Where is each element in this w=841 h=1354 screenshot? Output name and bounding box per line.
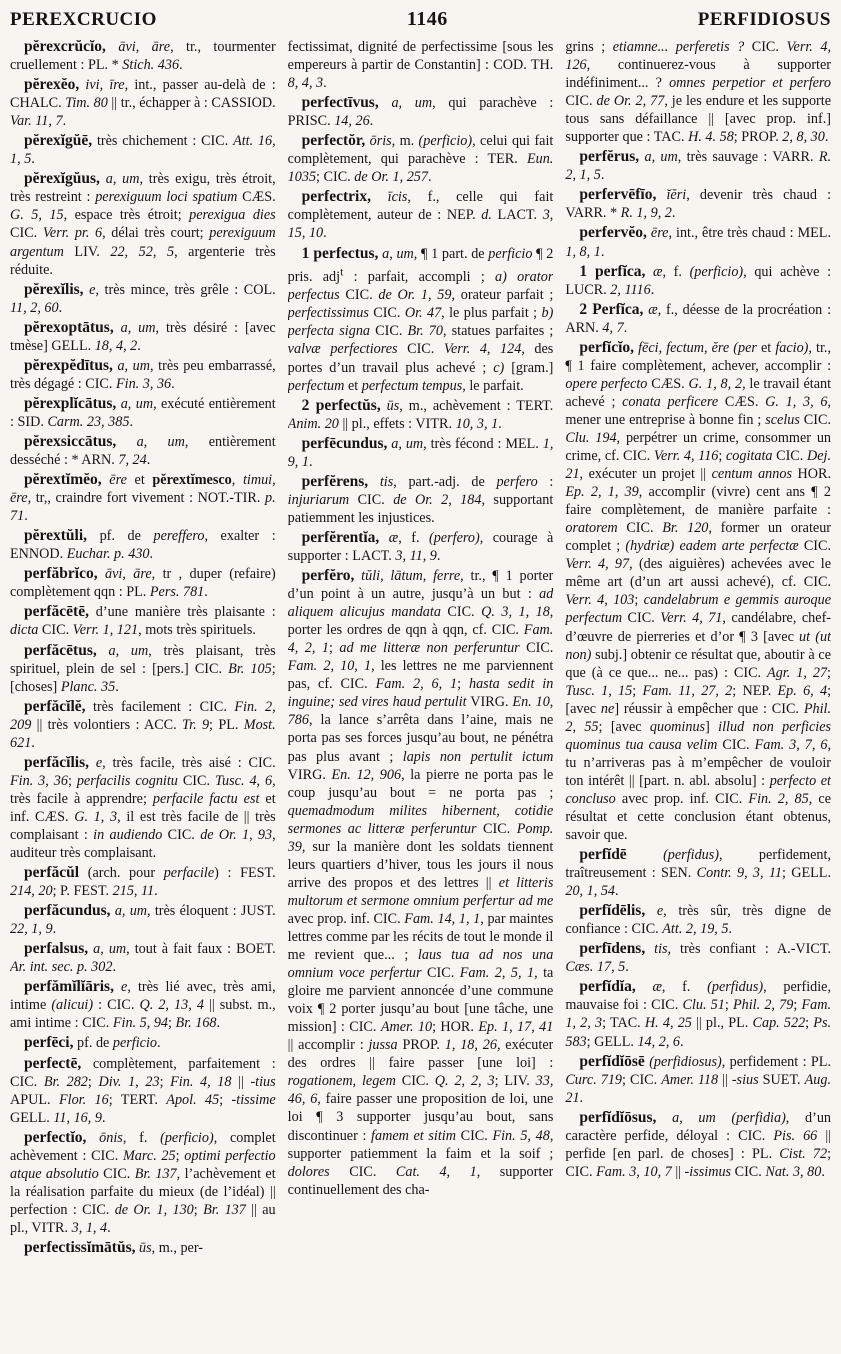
entry-definition: a, um, exécuté entièrement : SID. Carm. 23, 385. (10, 395, 276, 430)
entry-definition: a, um, très désiré : [avec tmèse] GELL. 18, 4, 2. (10, 319, 276, 354)
entry-headword: perfăcundus, (24, 902, 111, 920)
entry-headword: pĕrexcrŭcĭo, (24, 38, 106, 55)
dictionary-entry (565, 978, 831, 1050)
dictionary-entry (288, 473, 554, 527)
dictionary-entry (565, 902, 831, 938)
column-3 (565, 38, 831, 1348)
entry-headword: 1 perfĭca, (579, 262, 646, 280)
entry-definition: tis, part.-adj. de perfero : injuriarum CIC. de Or. 2, 184, supportant patiemment les injustices. (287, 473, 554, 526)
entry-headword: perfĕrens, (301, 472, 369, 490)
entry-headword: perfervēfīo, (579, 186, 657, 204)
entry-headword: perfēcundus, (301, 434, 388, 452)
entry-headword: perfectĭo, (24, 1128, 87, 1146)
entry-headword: perfĕro, (301, 567, 355, 585)
entry-headword: perfervĕo, (579, 224, 647, 242)
entry-definition: très chichement : CIC. Att. 16, 1, 5. (10, 133, 276, 168)
entry-headword: perfĕrentĭa, (301, 528, 380, 546)
dictionary-entry (10, 1239, 276, 1257)
dictionary-entry (565, 263, 831, 299)
dictionary-entry (288, 188, 554, 242)
dictionary-entry (288, 567, 554, 1199)
entry-definition: ūs, m., per- (139, 1240, 203, 1256)
dictionary-entry (10, 170, 276, 278)
entry-definition: æ, f. (perficio), qui achève : LUCR. 2, 1116. (565, 263, 831, 298)
entry-definition: très facilement : CIC. Fin. 2, 209 || très volontiers : ACC. Tr. 9; PL. Most. 621. (10, 698, 276, 751)
dictionary-entry (565, 186, 831, 222)
dictionary-entry (10, 940, 276, 976)
dictionary-entry (10, 565, 276, 601)
dictionary-entry (565, 339, 831, 844)
entry-headword: perfĭdĭa, (579, 978, 636, 996)
dictionary-entry (288, 38, 554, 92)
entry-headword: perfăcŭl (24, 864, 80, 882)
entry-headword: perfīdens, (579, 940, 646, 958)
entry-headword: 2 perfectŭs, (301, 396, 381, 414)
entry-headword: pĕrexĕo, (24, 76, 80, 94)
entry-definition: ōris, m. (perficio), celui qui fait complètement, qui parachève : TER. Eun. 1035; CIC. de Or. 1, 257. (287, 133, 554, 186)
entry-headword: perfalsus, (24, 940, 89, 958)
dictionary-entry (10, 642, 276, 696)
dictionary-entry (10, 698, 276, 752)
entry-headword: perfectissĭmātŭs, (24, 1239, 136, 1256)
entry-definition: (perfidus), perfidement, traîtreusement : SEN. Contr. 9, 3, 11; GELL. 20, 1, 54. (565, 847, 831, 900)
dictionary-entry (288, 529, 554, 565)
entry-definition: e, très lié avec, très ami, intime (alicui) : CIC. Q. 2, 13, 4 || subst. m., ami intime : CIC. Fin. 5, 94; Br. 168. (10, 979, 276, 1032)
dictionary-entry (288, 435, 554, 471)
entry-definition: e, très facile, très aisé : CIC. Fin. 3, 36; perfacilis cognitu CIC. Tusc. 4, 6, très facile à apprendre; perfacile factu est et inf. CÆS. G. 1, 3, il est très facile de || très complaisant : in audiendo CIC. de Or. 1, 93, auditeur très complaisant. (10, 754, 276, 862)
dictionary-entry (10, 357, 276, 393)
entry-headword: 1 perfectus, (301, 244, 379, 262)
entry-definition: ōnis, f. (perficio), complet achèvement : CIC. Marc. 25; optimi perfectio atque absolutio CIC. Br. 137, l’achèvement et la réalisation parfaite du mieux (de l’idéal) || perfection : CIC. de Or. 1, 130; Br. 137 || au pl., VITR. 3, 1, 4. (10, 1129, 276, 1236)
entry-headword: 2 Perfĭca, (579, 300, 644, 318)
entry-headword: perfăcĭlĕ, (24, 697, 86, 715)
dictionary-entry (288, 94, 554, 130)
entry-headword: perfăcĭlis, (24, 753, 89, 771)
entry-definition: a, um, très sauvage : VARR. R. 2, 1, 5. (565, 149, 831, 184)
dictionary-entry (565, 1053, 831, 1107)
dictionary-entry (10, 281, 276, 317)
entry-definition: tŭli, lātum, ferre, tr., ¶ 1 porter d’un point à un autre, jusqu’à un but : ad aliquem alicujus mandata CIC. Q. 3, 1, 18, porter les ordres de qqn à qqn, cf. CIC. Fam. 4, 2, 1; ad me litteræ non perferuntur CIC. Fam. 2, 10, 1, les lettres ne me parviennent pas, cf. CIC. Fam. 2, 6, 1; hasta sedit in inguine; sed vires haud pertulit VIRG. En. 10, 786, la lance s’arrêta dans l’aine, mais ne porta pas ses forces jusqu’au bout, ne pénétra pas plus avant ; lapis non pertulit ictum VIRG. En. 12, 906, la pierre ne porta pas le coup jusqu’au bout = ne porta pas ; quemadmodum milites hibernent, cotidie sermones ac litteræ perferuntur CIC. Pomp. 39, sur la manière dont les soldats tiennent leurs quartiers d’hiver, tous les jours il nous arrive des propos et des lettres || et litteris multorum et sermone omnium perfertur ad me avec prop. inf. CIC. Fam. 14, 1, 1, par maintes lettres comme par les récits de tout le monde il me revient que... ; laus tua ad nos una omnium voce perfertur CIC. Fam. 2, 5, 1, ta gloire me parvient annoncée d’une commune voix ¶ 2 porter jusqu’au bout [une tâche, une mission] : CIC. Amer. 10; HOR. Ep. 1, 17, 41 || accomplir : jussa PROP. 1, 18, 26, exécuter des ordres || faire passer [une loi] : rogationem, legem CIC. Q. 2, 2, 3; LIV. 33, 46, 6, faire passer une proposition de loi, une loi ¶ 3 supporter jusqu’au bout, sans discontinuer : famem et sitim CIC. Fin. 5, 48, supporter patiemment la faim et la soif ; dolores CIC. Cat. 4, 1, supporter continuellement des cha- (287, 568, 554, 1198)
columns (10, 38, 831, 1348)
entry-headword: pĕrexĭgŭus, (24, 170, 100, 188)
running-head-right: PERFIDIOSUS (697, 9, 831, 30)
dictionary-entry (10, 76, 276, 130)
running-head-left: PEREXCRUCIO (10, 9, 157, 30)
entry-headword: pĕrexoptātus, (24, 318, 114, 336)
dictionary-entry (10, 902, 276, 938)
entry-definition: d’une manière très plaisante : dicta CIC. Verr. 1, 121, mots très spirituels. (10, 604, 276, 639)
dictionary-entry (10, 395, 276, 431)
dictionary-entry (565, 38, 831, 146)
dictionary-entry (10, 978, 276, 1032)
entry-headword: perfĭdĭōsus, (579, 1108, 657, 1126)
entry-definition: ivi, īre, int., passer au-delà de : CHALC. Tim. 80 || tr., échapper à : CASSIOD. Var. 11, 7. (10, 77, 276, 130)
entry-headword: pĕrextŭli, (24, 527, 87, 545)
entry-definition: a, um, très fécond : MEL. 1, 9, 1. (287, 435, 554, 470)
entry-definition: tis, très confiant : A.-VICT. Cæs. 17, 5. (565, 941, 831, 976)
entry-headword: perfĕrus, (579, 148, 640, 166)
entry-headword: pĕrexplĭcātus, (24, 394, 117, 412)
entry-definition: fēci, fectum, ĕre (per et facio), tr., ¶ 1 faire complètement, achever, accomplir : opere perfecto CÆS. G. 1, 8, 2, le travail étant achevé ; conata perficere CÆS. G. 1, 3, 6, mener une entreprise à bonne fin ; scelus CIC. Clu. 194, perpétrer un crime, consommer un crime, cf. CIC. Verr. 4, 116; cogitata CIC. Dej. 21, exécuter un projet || centum annos HOR. Ep. 2, 1, 39, accomplir (vivre) cent ans ¶ 2 faire complètement, de manière parfaite : oratorem CIC. Br. 120, former un orateur complet ; (hydriæ) eadem arte perfectæ CIC. Verr. 4, 97, (des aiguières) achevées avec le même art (d’un art aussi achevé), cf. CIC. Verr. 4, 103; candelabrum e gemmis auroque perfectum CIC. Verr. 4, 71, candélabre, chef-d’œuvre de pierreries et d’or ¶ 3 [avec ut (ut non) subj.] obtenir ce résultat que, aboutir à ce que (à ce que... ne... pas) : CIC. Agr. 1, 27; Tusc. 1, 15; Fam. 11, 27, 2; NEP. Ep. 6, 4; [avec ne] réussir à empêcher que : CIC. Phil. 2, 55; [avec quominus] illud non perficies quominus tua causa velim CIC. Fam. 3, 7, 6, tu n’arriveras pas à m’empêcher de vouloir ton intérêt || [part. n. abl. absolu] : perfecto et concluso avec prop. inf. CIC. Fin. 2, 85, ce résultat et cette conclusion étant obtenus, savoir que. (565, 339, 831, 844)
entry-definition: ēre et pĕrextĭmesco, timui, ēre, tr,, craindre fort vivement : NOT.-TIR. p. 71. (10, 472, 276, 525)
entry-headword: perfēci, (24, 1034, 74, 1052)
dictionary-entry (10, 527, 276, 563)
entry-headword: perfectīvus, (301, 94, 379, 112)
entry-definition: ĭĕri, devenir très chaud : VARR. * R. 1, 9, 2. (565, 187, 831, 222)
entry-definition: a, um, entièrement desséché : * ARN. 7, 24. (10, 433, 276, 469)
dictionary-entry (565, 148, 831, 184)
entry-definition: a, um, très exigu, très étroit, très restreint : perexiguum loci spatium CÆS. G. 5, 15, espace très étroit; perexigua dies CIC. Verr. pr. 6, délai très court; perexiguum argentum LIV. 22, 52, 5, argenterie très réduite. (10, 171, 276, 278)
page-header (10, 8, 831, 38)
entry-headword: pĕrextĭmĕo, (24, 471, 102, 489)
entry-headword: perfectrix, (301, 188, 371, 206)
dictionary-entry (565, 1109, 831, 1181)
entry-headword: perfăbrĭco, (24, 565, 98, 583)
entry-definition: pf. de pereffero, exalter : ENNOD. Euchar. p. 430. (10, 528, 276, 563)
dictionary-entry (10, 319, 276, 355)
entry-definition: complètement, parfaitement : CIC. Br. 282; Div. 1, 23; Fin. 4, 18 || -tius APUL. Flor. 16; TERT. Apol. 45; -tissime GELL. 11, 16, 9. (10, 1055, 276, 1126)
entry-definition: a, um, très éloquent : JUST. 22, 1, 9. (10, 903, 276, 938)
entry-headword: perfĭdĭōsē (579, 1052, 645, 1070)
entry-headword: pĕrexĭlis, (24, 280, 84, 298)
dictionary-entry (10, 754, 276, 862)
dictionary-entry (10, 1129, 276, 1237)
entry-definition: (arch. pour perfacile) : FEST. 214, 20; P. FEST. 215, 11. (10, 865, 276, 900)
entry-headword: pĕrexĭgŭē, (24, 132, 93, 150)
entry-definition: æ, f. (perfidus), perfidie, mauvaise foi : CIC. Clu. 51; Phil. 2, 79; Fam. 1, 2, 3; TAC. H. 4, 25 || pl., PL. Cap. 522; Ps. 583; GELL. 14, 2, 6. (565, 979, 831, 1050)
dictionary-entry (10, 471, 276, 525)
column-2 (288, 38, 554, 1348)
entry-definition: a, um (perfidia), d’un caractère perfide, déloyal : CIC. Pis. 66 || perfide [en parl. de choses] : PL. Cist. 72; CIC. Fam. 3, 10, 7 || -issimus CIC. Nat. 3, 80. (565, 1109, 831, 1180)
entry-definition: a, um, ¶ 1 part. de perficio ¶ 2 pris. adj$^t$ : parfait, accompli ; a) orator perfectus CIC. de Or. 1, 59, orateur parfait ; perfectissimus CIC. Or. 47, le plus parfait ; b) perfecta signa CIC. Br. 70, statues parfaites ; valvæ perfectiores CIC. Verr. 4, 124, des portes d’un travail plus achevé ; c) [gram.] perfectum et perfectum tempus, le parfait. (287, 245, 554, 394)
entry-headword: perfĭdē (579, 846, 627, 864)
entry-definition: a, um, qui parachève : PRISC. 14, 26. (287, 95, 554, 130)
dictionary-entry (565, 301, 831, 337)
entry-definition: ūs, m., achèvement : TERT. Anim. 20 || pl., effets : VITR. 10, 3, 1. (287, 397, 554, 432)
entry-definition: æ, f., déesse de la procréation : ARN. 4, 7. (565, 301, 831, 336)
column-1 (10, 38, 276, 1348)
entry-headword: perfectē, (24, 1054, 82, 1072)
entry-definition: āvi, āre, tr., tourmenter cruellement : PL. * Stich. 436. (10, 39, 276, 74)
dictionary-entry (565, 846, 831, 900)
entry-headword: perfăcētē, (24, 603, 89, 621)
entry-headword: pĕrexpĕdītus, (24, 356, 113, 374)
entry-definition: a, um, très plaisant, très spirituel, plein de sel : [pers.] CIC. Br. 105; [choses] Planc. 35. (10, 642, 276, 695)
dictionary-entry (288, 245, 554, 395)
dictionary-entry (565, 224, 831, 260)
entry-definition: (perfidiosus), perfidement : PL. Curc. 719; CIC. Amer. 118 || -sius SUET. Aug. 21. (565, 1053, 831, 1106)
entry-definition: grins ; etiamne... perferetis ? CIC. Verr. 4, 126, continuerez-vous à supporter indéfiniment... ? omnes perpetior et perfero CIC. de Or. 2, 77, je les endure et les supporte tous sans défaillance || [avec prop. inf.] supporter que : TAC. H. 4. 58; PROP. 2, 8, 30. (565, 39, 831, 146)
entry-headword: pĕrexsiccātus, (24, 432, 117, 450)
entry-definition: ēre, int., être très chaud : MEL. 1, 8, 1. (565, 225, 831, 260)
dictionary-entry (10, 1055, 276, 1127)
entry-definition: fectissimat, dignité de perfectissime [sous les empereurs à partir de Constantin] : COD. TH. 8, 4, 3. (287, 39, 554, 92)
dictionary-entry (10, 132, 276, 168)
entry-definition: āvi, āre, tr , duper (refaire) complètement qqn : PL. Pers. 781. (10, 566, 276, 601)
dictionary-entry (288, 132, 554, 186)
entry-definition: pf. de perficio. (77, 1035, 161, 1052)
page-number: 1146 (406, 8, 448, 30)
dictionary-entry (10, 38, 276, 74)
entry-definition: e, très sûr, très digne de confiance : CIC. Att. 2, 19, 5. (565, 903, 831, 938)
entry-headword: perfĭcĭo, (579, 338, 635, 356)
entry-definition: æ, f. (perfero), courage à supporter : LACT. 3, 11, 9. (287, 529, 554, 564)
entry-headword: perfĭdēlis, (579, 902, 646, 920)
entry-definition: a, um, très peu embarrassé, très dégagé : CIC. Fin. 3, 36. (10, 357, 276, 392)
dictionary-entry (565, 940, 831, 976)
dictionary-entry (288, 397, 554, 433)
dictionary-entry (10, 433, 276, 469)
dictionary-entry (10, 1034, 276, 1052)
entry-definition: e, très mince, très grêle : COL. 11, 2, 60. (10, 281, 276, 316)
entry-definition: a, um, tout à fait faux : BOET. Ar. int. sec. p. 302. (10, 941, 276, 976)
entry-headword: perfăcētus, (24, 641, 97, 659)
dictionary-entry (10, 864, 276, 900)
dictionary-entry (10, 603, 276, 639)
entry-headword: perfectŏr, (301, 132, 366, 150)
entry-definition: īcis, f., celle qui fait complètement, auteur de : NEP. d. LACT. 3, 15, 10. (287, 189, 554, 242)
entry-headword: perfămĭlĭāris, (24, 978, 114, 996)
